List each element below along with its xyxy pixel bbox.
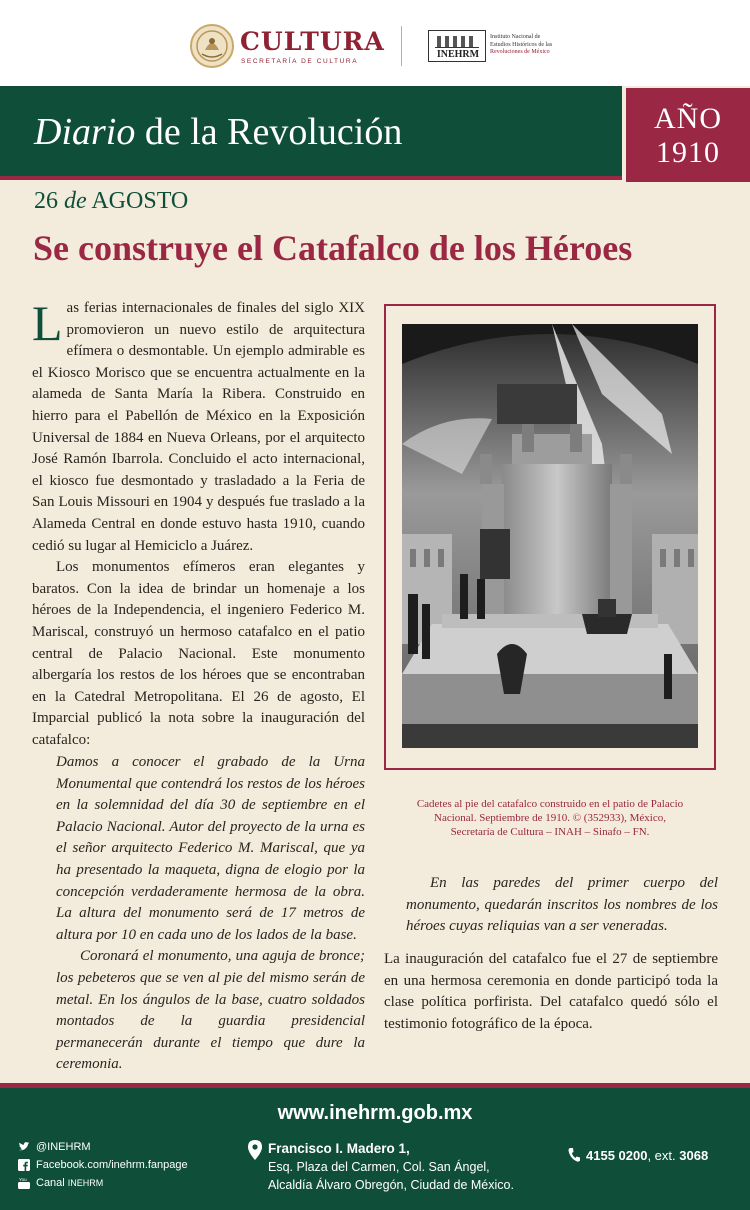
youtube-name: INEHRM [67, 1178, 104, 1188]
phone-icon [568, 1148, 580, 1162]
phone-ext: 3068 [679, 1148, 709, 1163]
address-line: Francisco I. Madero 1, [268, 1141, 410, 1156]
paragraph: Los monumentos efímeros eran elegantes y baratos. Con la idea de brindar un homenaje a los héroes de la Independencia, el ingeniero Federico M. Mariscal, construyó un hermoso catafalco en el patio central de Palacio Nacional. Este monumento albergaría los restos de los héroes que se encontraban en la Catedral Metropolitana. El 26 de agosto, El Imparcial publicó la nota sobre la inauguración del catafalco: [32, 559, 365, 748]
inehrm-name-line: Estudios Históricos de las [490, 41, 553, 48]
year-value: 1910 [656, 136, 720, 169]
newspaper-quote-continued [406, 873, 718, 938]
date-month: AGOSTO [91, 188, 189, 214]
paragraph [32, 295, 365, 557]
date-day: 26 [34, 188, 58, 214]
header [0, 0, 750, 86]
inehrm-name-line: Revoluciones de México [490, 49, 550, 55]
inehrm-name-line: Instituto Nacional de [490, 34, 541, 40]
social-links [18, 1138, 188, 1192]
article-body-left [32, 295, 365, 751]
twitter-link[interactable] [18, 1138, 188, 1156]
building-icon [435, 34, 479, 48]
quote-paragraph: Coronará el monumento, una aguja de bronce; los pebeteros que se ven al pie del mismo serán de metal. En los ángulos de la base, cuatro soldados montados de la guardia presidencial permanecerán durante el tiempo que dure la ceremonia. [56, 948, 365, 1073]
address-line: Esq. Plaza del Carmen, Col. San Ángel, [268, 1160, 490, 1174]
facebook-handle: Facebook.com/inehrm.fanpage [36, 1159, 188, 1171]
historic-photo [402, 324, 698, 748]
title-rest: de la Revolución [135, 111, 403, 153]
phone-main: 4155 0200 [586, 1148, 648, 1163]
svg-text:You: You [19, 1177, 27, 1182]
ext-label: , ext. [647, 1148, 680, 1163]
twitter-handle: @INEHRM [36, 1141, 91, 1153]
inehrm-name [490, 34, 570, 57]
caption-line: Nacional. Septiembre de 1910. © (352933), México, [434, 812, 666, 824]
inehrm-word: INEHRM [436, 49, 480, 60]
inehrm-logo [428, 30, 486, 62]
year-badge [622, 86, 750, 182]
newspaper-quote [56, 752, 365, 1076]
twitter-icon [18, 1141, 30, 1153]
title-italic: Diario [34, 111, 136, 153]
address-line: Alcaldía Álvaro Obregón, Ciudad de México. [268, 1178, 514, 1192]
emblem-icon [190, 24, 234, 68]
youtube-prefix: Canal [36, 1177, 68, 1189]
photo-caption [384, 797, 716, 839]
article-date [34, 188, 188, 215]
page-title [34, 110, 402, 154]
footer [0, 1088, 750, 1210]
headline: Se construye el Catafalco de los Héroes [33, 228, 633, 268]
paragraph-text: as ferias internacionales de finales del siglo XIX promovieron un nuevo estilo de arquitectura efímera o desmontable. Un ejemplo admirable es el Kiosco Morisco que se encuentra actualmente en la alameda de Santa María la Ribera. Construido en hierro para el Pabellón de México en la Exposición Universal de 1884 en Nueva Orleans, por el arquitecto José Ramón Ibarrola. Concluido el acto internacional, el kiosco fue desmontado y trasladado a la Feria de San Louis Missouri en 1904 y después fue traslado a la Alameda Central en donde estuvo hasta 1910, cuando cedió su lugar al Hemiciclo a Juárez. [32, 300, 365, 554]
quote-paragraph: En las paredes del primer cuerpo del monumento, quedarán inscritos los nombres de los héroes cuyas reliquias van a ser veneradas. [406, 875, 718, 935]
phone-number[interactable] [568, 1148, 708, 1163]
quote-paragraph: Damos a conocer el grabado de la Urna Monumental que contendrá los restos de los héroes en la solemnidad del día 30 de septiembre en el Palacio Nacional. Autor del proyecto de la urna es el señor arquitecto Federico M. Mariscal, que ya ha presentado la maqueta, digna de elogio por la concepción verdaderamente hermosa de la obra. La altura del monumento será de 17 metros de altura por 10 en cada uno de los lados de la base. [56, 754, 365, 943]
facebook-link[interactable] [18, 1156, 188, 1174]
facebook-icon [18, 1159, 30, 1171]
banner-divider [0, 176, 622, 180]
youtube-icon [18, 1177, 30, 1189]
cultura-logo-text: CULTURA [240, 27, 385, 56]
youtube-handle [36, 1174, 103, 1192]
location-pin-icon [248, 1140, 262, 1160]
header-divider [401, 26, 402, 66]
year-label: AÑO [654, 102, 722, 135]
website-link[interactable]: www.inehrm.gob.mx [277, 1102, 473, 1124]
youtube-link[interactable] [18, 1174, 188, 1192]
drop-cap: L [32, 295, 63, 351]
paragraph: La inauguración del catafalco fue el 27 de septiembre en una hermosa ceremonia en donde participó toda la clase política porfirista. Del catafalco quedó sólo el testimonio fotográfico de la época. [384, 951, 718, 1032]
article-body-right [384, 949, 718, 1035]
caption-line: Cadetes al pie del catafalco construido en el patio de Palacio [416, 798, 684, 810]
date-de: de [64, 188, 87, 214]
cultura-subtitle: SECRETARÍA DE CULTURA [241, 58, 359, 65]
caption-line: Secretaría de Cultura – INAH – Sinafo – FN. [450, 826, 650, 838]
